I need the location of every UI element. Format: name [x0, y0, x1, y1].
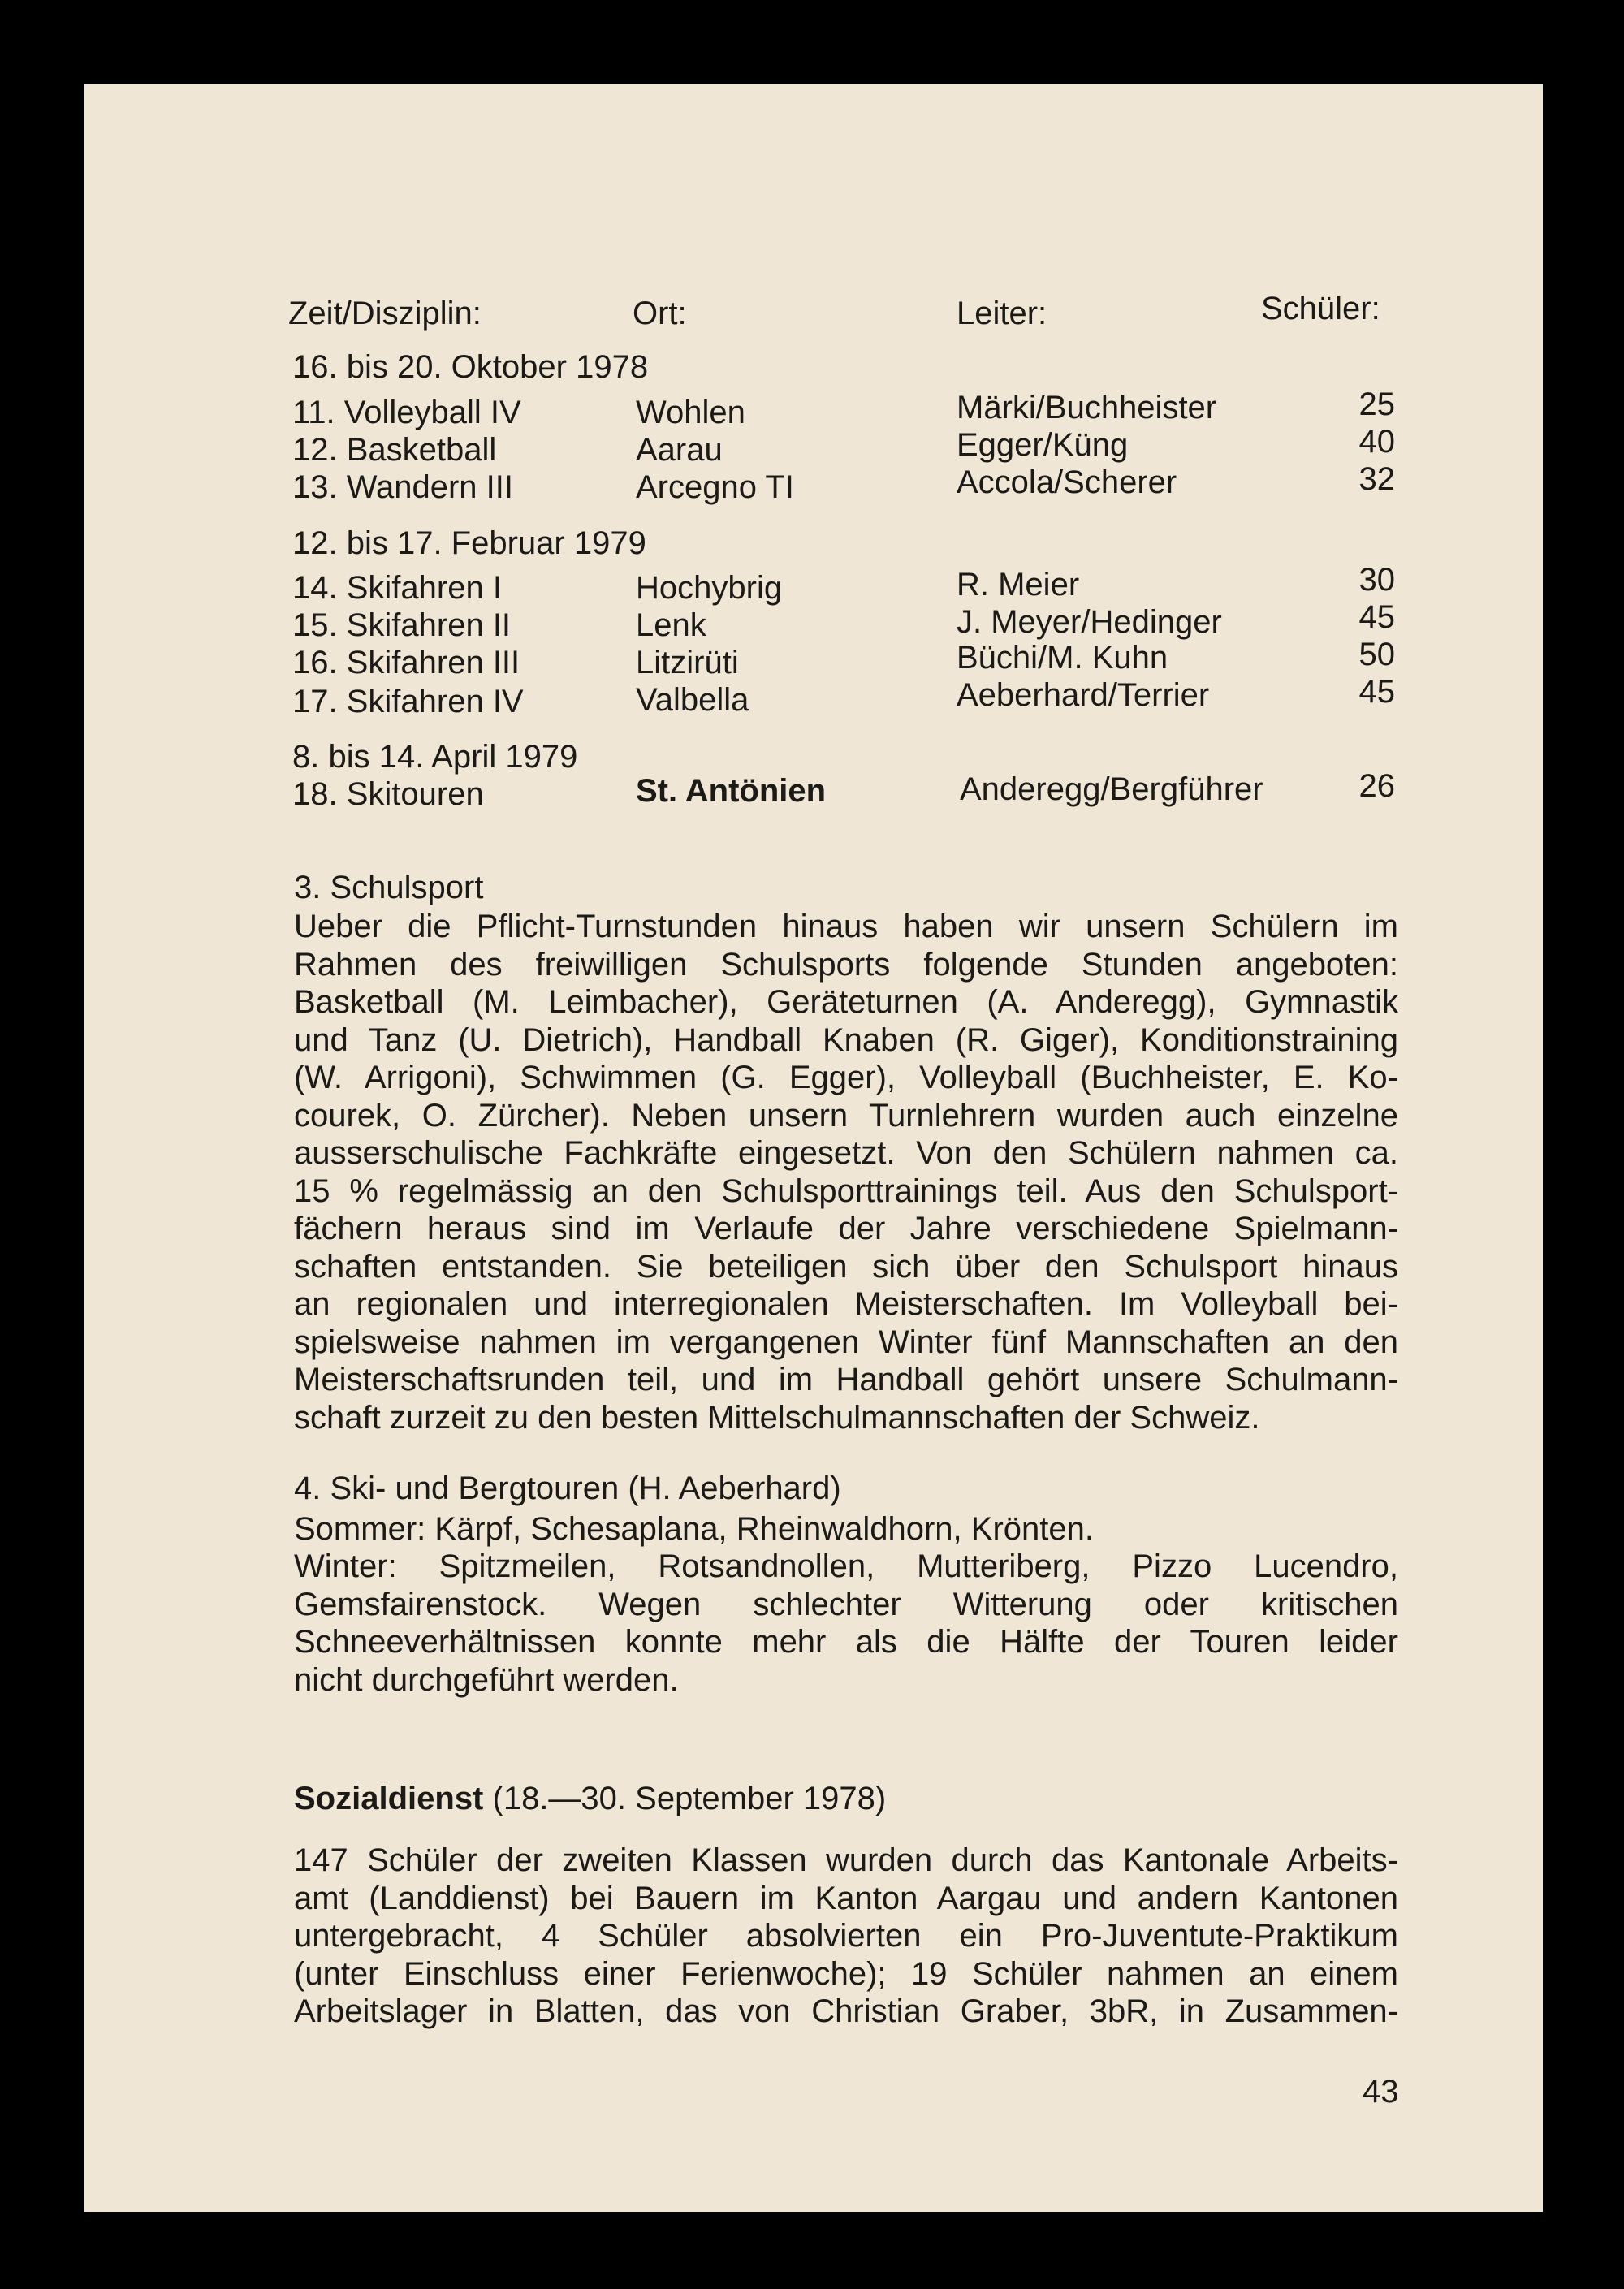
- text-line: fächern heraus sind im Verlaufe der Jahre verschiedene Spielmann-: [294, 1211, 1398, 1246]
- text-line: 15 % regelmässig an den Schulsporttrainings teil. Aus den Schulsport-: [294, 1173, 1398, 1209]
- text-line: Arbeitslager in Blatten, das von Christian Graber, 3bR, in Zusammen-: [294, 1993, 1398, 2029]
- table-cell-location: Arcegno TI: [636, 469, 794, 505]
- table-cell-discipline: 15. Skifahren II: [292, 607, 512, 643]
- text-line: schaften entstanden. Sie beteiligen sich über den Schulsport hinaus: [294, 1248, 1398, 1285]
- column-header-leader: Leiter:: [957, 296, 1047, 331]
- text-line: amt (Landdienst) bei Bauern im Kanton Aargau und andern Kantonen: [294, 1880, 1398, 1916]
- text-line: spielsweise nahmen im vergangenen Winter fünf Mannschaften an den: [294, 1324, 1398, 1360]
- section-heading-bergtouren: 4. Ski- und Bergtouren (H. Aeberhard): [294, 1471, 841, 1506]
- text-line: courek, O. Zürcher). Neben unsern Turnlehrern wurden auch einzelne: [294, 1097, 1398, 1134]
- sozialdienst-dates: (18.—30. September 1978): [483, 1781, 887, 1816]
- table-cell-students: 50: [1358, 637, 1395, 672]
- text-line: Ueber die Pflicht-Turnstunden hinaus haben wir unsern Schülern im: [294, 909, 1398, 944]
- table-cell-leader: Egger/Küng: [957, 427, 1129, 463]
- text-line: (unter Einschluss einer Ferienwoche); 19 Schüler nahmen an einem: [294, 1955, 1398, 1992]
- table-cell-location: Litzirüti: [636, 645, 739, 680]
- table-cell-discipline: 14. Skifahren I: [292, 570, 502, 606]
- table-cell-discipline: 12. Basketball: [292, 432, 497, 468]
- text-line: Basketball (M. Leimbacher), Geräteturnen (A. Anderegg), Gymnastik: [294, 984, 1398, 1020]
- sozialdienst-paragraph: [294, 1842, 1398, 2031]
- column-header-location: Ort:: [633, 296, 687, 331]
- table-cell-students: 32: [1358, 461, 1395, 497]
- section-heading-schulsport: 3. Schulsport: [294, 870, 484, 905]
- text-line: nicht durchgeführt werden.: [294, 1661, 679, 1698]
- page-number: 43: [1363, 2074, 1399, 2110]
- table-cell-leader: J. Meyer/Hedinger: [957, 604, 1222, 640]
- period-heading: 16. bis 20. Oktober 1978: [292, 349, 649, 385]
- table-cell-discipline: 17. Skifahren IV: [292, 684, 524, 719]
- text-line: an regionalen und interregionalen Meisterschaften. Im Volleyball bei-: [294, 1286, 1398, 1322]
- table-cell-students: 40: [1358, 424, 1395, 460]
- section-heading-sozialdienst: [294, 1780, 886, 1817]
- table-cell-location: Lenk: [636, 607, 706, 643]
- summer-tours: Sommer: Kärpf, Schesaplana, Rheinwaldhorn, Krönten.: [294, 1511, 1094, 1547]
- table-cell-students: 25: [1358, 387, 1395, 422]
- text-line: Rahmen des freiwilligen Schulsports folgende Stunden angeboten:: [294, 946, 1398, 983]
- table-cell-leader: Accola/Scherer: [957, 464, 1177, 500]
- text-line: (W. Arrigoni), Schwimmen (G. Egger), Volleyball (Buchheister, E. Ko-: [294, 1060, 1398, 1095]
- table-cell-students: 30: [1358, 562, 1395, 598]
- table-cell-discipline: 16. Skifahren III: [292, 645, 520, 680]
- schulsport-paragraph: [294, 908, 1398, 1436]
- text-line: ausserschulische Fachkräfte eingesetzt. Von den Schülern nahmen ca.: [294, 1135, 1398, 1171]
- table-cell-location: Valbella: [636, 682, 749, 718]
- text-line: schaft zurzeit zu den besten Mittelschulmannschaften der Schweiz.: [294, 1399, 1260, 1436]
- table-cell-leader: Märki/Buchheister: [957, 390, 1217, 425]
- text-line: Meisterschaftsrunden teil, und im Handball gehört unsere Schulmann-: [294, 1362, 1398, 1397]
- table-cell-location: St. Antönien: [636, 773, 827, 809]
- table-cell-location: Hochybrig: [636, 570, 783, 606]
- text-line: Gemsfairenstock. Wegen schlechter Witterung oder kritischen: [294, 1586, 1398, 1622]
- column-header-students: Schüler:: [1261, 291, 1380, 326]
- table-cell-location: Aarau: [636, 432, 723, 468]
- table-cell-discipline: 13. Wandern III: [292, 469, 513, 505]
- period-heading: 8. bis 14. April 1979: [292, 739, 578, 775]
- table-cell-students: 26: [1358, 768, 1395, 804]
- table-cell-discipline: 11. Volleyball IV: [292, 395, 521, 430]
- table-cell-leader: R. Meier: [957, 567, 1080, 602]
- text-line: Schneeverhältnissen konnte mehr als die Hälfte der Touren leider: [294, 1624, 1398, 1660]
- text-line: Winter: Spitzmeilen, Rotsandnollen, Mutteriberg, Pizzo Lucendro,: [294, 1548, 1398, 1584]
- table-cell-leader: Anderegg/Bergführer: [960, 771, 1263, 807]
- text-line: 147 Schüler der zweiten Klassen wurden durch das Kantonale Arbeits-: [294, 1842, 1398, 1878]
- text-line: und Tanz (U. Dietrich), Handball Knaben (R. Giger), Konditionstraining: [294, 1021, 1398, 1058]
- table-cell-students: 45: [1358, 674, 1395, 710]
- winter-tours-paragraph: [294, 1548, 1398, 1699]
- sozialdienst-title: Sozialdienst: [294, 1781, 484, 1816]
- column-header-discipline: Zeit/Disziplin:: [288, 296, 482, 331]
- table-cell-leader: Büchi/M. Kuhn: [957, 640, 1168, 676]
- table-cell-leader: Aeberhard/Terrier: [957, 677, 1210, 713]
- text-line: untergebracht, 4 Schüler absolvierten ein Pro-Juventute-Praktikum: [294, 1918, 1398, 1954]
- table-cell-discipline: 18. Skitouren: [292, 776, 484, 812]
- table-cell-students: 45: [1358, 599, 1395, 635]
- period-heading: 12. bis 17. Februar 1979: [292, 525, 646, 561]
- table-cell-location: Wohlen: [636, 395, 745, 430]
